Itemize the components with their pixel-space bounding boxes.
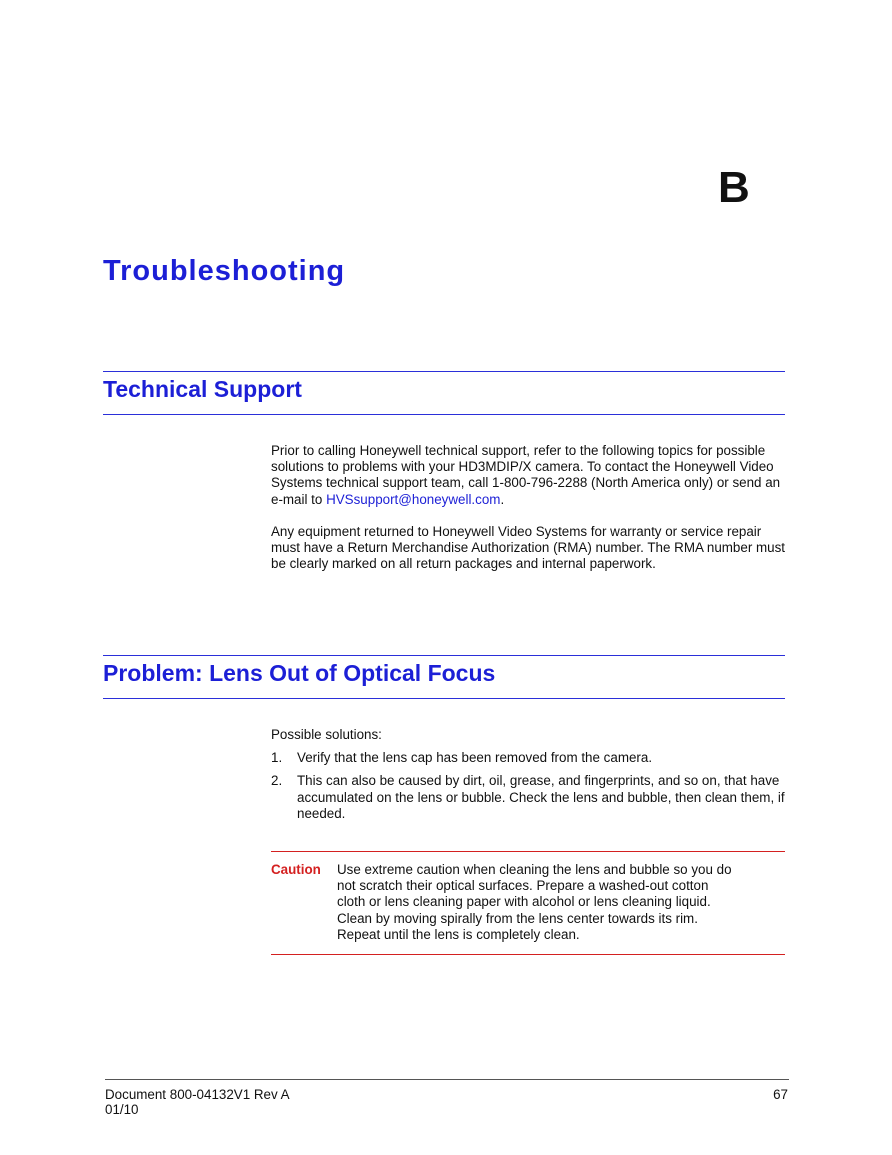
- footer-rule: [105, 1079, 789, 1080]
- paragraph-text-end: .: [500, 491, 505, 507]
- list-item-number: 2.: [271, 773, 283, 789]
- list-item-text: This can also be caused by dirt, oil, grease, and fingerprints, and so on, that have accumulated on the lens or bubble. Check the lens and bubble, then clean them, if needed.: [297, 773, 785, 821]
- support-email-link[interactable]: HVSsupport@honeywell.com: [326, 491, 501, 507]
- section-title-technical-support: Technical Support: [103, 376, 302, 402]
- section-title-lens-focus: Problem: Lens Out of Optical Focus: [103, 660, 496, 686]
- list-item-number: 1.: [271, 750, 283, 766]
- appendix-letter: B: [718, 163, 750, 212]
- footer-date: 01/10: [105, 1102, 139, 1117]
- section-rule-top: [103, 371, 785, 372]
- footer-page-number: 67: [773, 1087, 788, 1102]
- caution-label: Caution: [271, 862, 321, 877]
- possible-solutions-intro: Possible solutions:: [271, 727, 382, 742]
- paragraph-text: Prior to calling Honeywell technical support, refer to the following topics for possible solutions to problems with your HD3MDIP/X camera. To contact the Honeywell Video Systems technical support team, call 1-800-796-2288 (North America only) or send an e-mail to: [271, 443, 781, 507]
- caution-rule-top: [271, 851, 785, 852]
- technical-support-paragraph-1: [271, 443, 787, 508]
- section-rule-top: [103, 655, 785, 656]
- technical-support-paragraph-2: Any equipment returned to Honeywell Video Systems for warranty or service repair must have a Return Merchandise Authorization (RMA) number. The RMA number must be clearly marked on all return packages and internal paperwork.: [271, 523, 786, 572]
- caution-text: Use extreme caution when cleaning the lens and bubble so you do not scratch their optical surfaces. Prepare a washed-out cotton cloth or lens cleaning paper with alcohol or lens cleaning liquid. Clean by moving spirally from the lens center towards its rim. Repeat until the lens is completely clean.: [337, 862, 732, 942]
- list-item: [271, 773, 787, 822]
- list-item-text: Verify that the lens cap has been removed from the camera.: [297, 750, 653, 766]
- footer-document-info: [105, 1087, 290, 1117]
- footer-document-number: Document 800-04132V1 Rev A: [105, 1087, 290, 1102]
- section-rule-bottom: [103, 698, 785, 699]
- section-rule-bottom: [103, 414, 785, 415]
- list-item: [271, 750, 787, 766]
- technical-support-body: [271, 443, 787, 572]
- chapter-title: Troubleshooting: [103, 255, 346, 287]
- caution-rule-bottom: [271, 954, 785, 955]
- lens-focus-body: [271, 727, 787, 822]
